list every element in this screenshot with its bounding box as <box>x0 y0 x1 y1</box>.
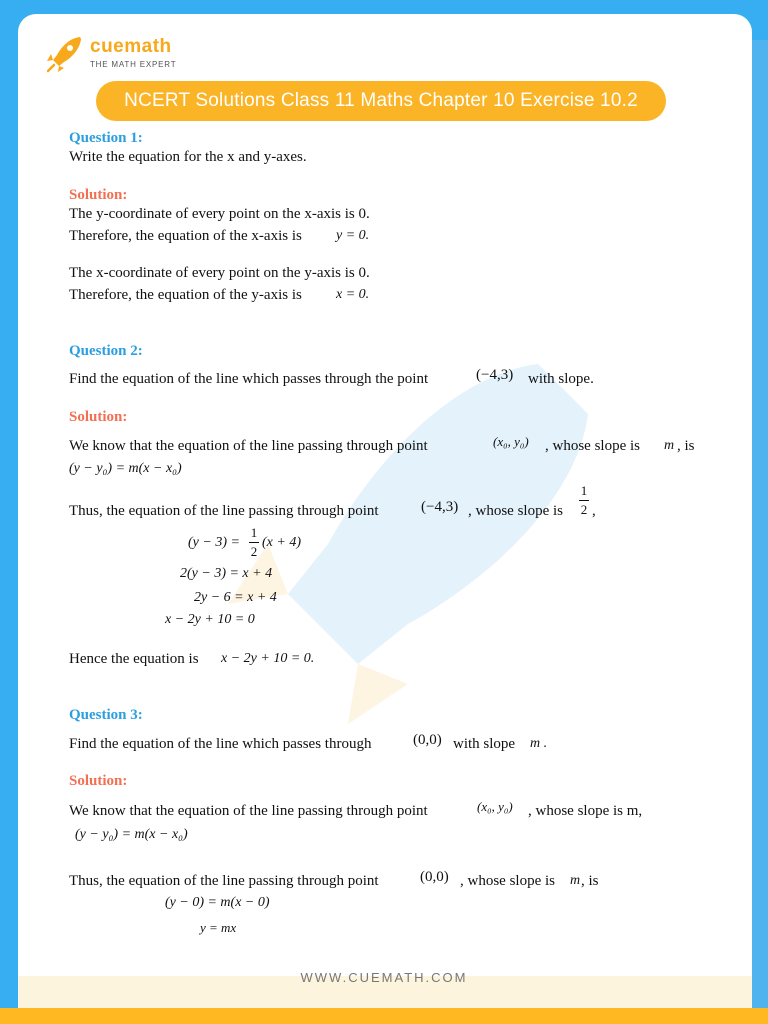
solution-1-line-2: Therefore, the equation of the x-axis is <box>69 228 302 244</box>
solution-3-line-1b: , whose slope is m, <box>528 803 643 819</box>
bottom-accent-bar <box>0 1008 768 1024</box>
step-3: 2y − 6 = x + 4 <box>194 590 277 605</box>
solution-3-line-2c: , is <box>581 873 599 889</box>
question-2-point: (−4,3) <box>476 367 514 383</box>
step-1-right: (x + 4) <box>262 535 301 550</box>
solution-3-step-2: y = mx <box>200 920 237 935</box>
solution-1-label: Solution: <box>69 187 128 203</box>
point-slope-formula: (y − y₀) = m(x − x₀) <box>69 461 182 476</box>
solution-3-line-2: Thus, the equation of the line passing through point <box>69 873 379 889</box>
solution-3-formula: (y − y₀) = m(x − x₀) <box>75 827 188 842</box>
brand-tagline: THE MATH EXPERT <box>90 60 177 69</box>
question-2-label: Question 2: <box>69 343 143 359</box>
step-4: x − 2y + 10 = 0 <box>165 612 255 627</box>
equation-x-axis: y = 0. <box>336 228 370 243</box>
step-1-numerator: 1 <box>250 525 258 540</box>
question-2-text-end: with slope. <box>528 371 594 387</box>
solution-3-point: (0,0) <box>420 869 449 885</box>
solution-3-step-1: (y − 0) = m(x − 0) <box>165 895 270 910</box>
fraction-denominator: 2 <box>580 502 588 517</box>
solution-3-label: Solution: <box>69 773 128 789</box>
fraction-bar <box>579 500 589 501</box>
solution-3-point-general: (x₀, y₀) <box>477 799 513 814</box>
solution-1-line-3: The x-coordinate of every point on the y-axis is 0. <box>69 265 370 281</box>
left-border <box>0 0 18 1024</box>
solution-2-final-equation: x − 2y + 10 = 0. <box>221 651 315 666</box>
cuemath-logo[interactable] <box>44 32 224 76</box>
page-title-banner: NCERT Solutions Class 11 Maths Chapter 10 Exercise 10.2 <box>96 81 666 121</box>
solution-1-line-4: Therefore, the equation of the y-axis is <box>69 287 302 303</box>
step-1-denominator: 2 <box>250 544 258 559</box>
solution-2-line-1: We know that the equation of the line passing through point <box>69 438 428 454</box>
footer-website-link[interactable]: WWW.CUEMATH.COM <box>300 970 468 985</box>
step-1-fraction-bar <box>249 542 259 543</box>
question-3-label: Question 3: <box>69 707 143 723</box>
solution-1-line-1: The y-coordinate of every point on the x-axis is 0. <box>69 206 370 222</box>
solution-2-line-2b: , whose slope is <box>468 503 563 519</box>
brand-name: cuemath <box>90 36 172 57</box>
solution-3-line-2b: , whose slope is <box>460 873 555 889</box>
question-1-text: Write the equation for the x and y-axes. <box>69 149 307 165</box>
step-2: 2(y − 3) = x + 4 <box>180 566 273 581</box>
question-3-text: Find the equation of the line which passes through <box>69 736 372 752</box>
rocket-logo-icon <box>44 34 84 74</box>
solution-2-conclusion: Hence the equation is <box>69 651 199 667</box>
solution-3-line-1: We know that the equation of the line passing through point <box>69 803 428 819</box>
solution-2-label: Solution: <box>69 409 128 425</box>
question-1-label: Question 1: <box>69 130 143 146</box>
solution-2-slope-m: m <box>664 438 675 453</box>
rocket-watermark-icon <box>208 344 628 724</box>
solution-2-line-1b: , whose slope is <box>545 438 640 454</box>
solution-2-point-general: (x₀, y₀) <box>493 434 529 449</box>
equation-y-axis: x = 0. <box>336 287 370 302</box>
solution-2-line-2: Thus, the equation of the line passing through point <box>69 503 379 519</box>
question-2-text: Find the equation of the line which passes through the point <box>69 371 429 387</box>
solution-2-comma: , <box>592 503 596 519</box>
fraction-numerator: 1 <box>580 483 588 498</box>
solution-2-point: (−4,3) <box>421 499 459 515</box>
step-1-left: (y − 3) = <box>188 535 240 550</box>
question-3-point: (0,0) <box>413 732 442 748</box>
question-3-text-end: with slope <box>453 736 516 752</box>
question-3-slope-m: m . <box>530 736 548 751</box>
solution-2-line-1c: , is <box>677 438 695 454</box>
solution-3-slope-m: m <box>570 873 581 888</box>
